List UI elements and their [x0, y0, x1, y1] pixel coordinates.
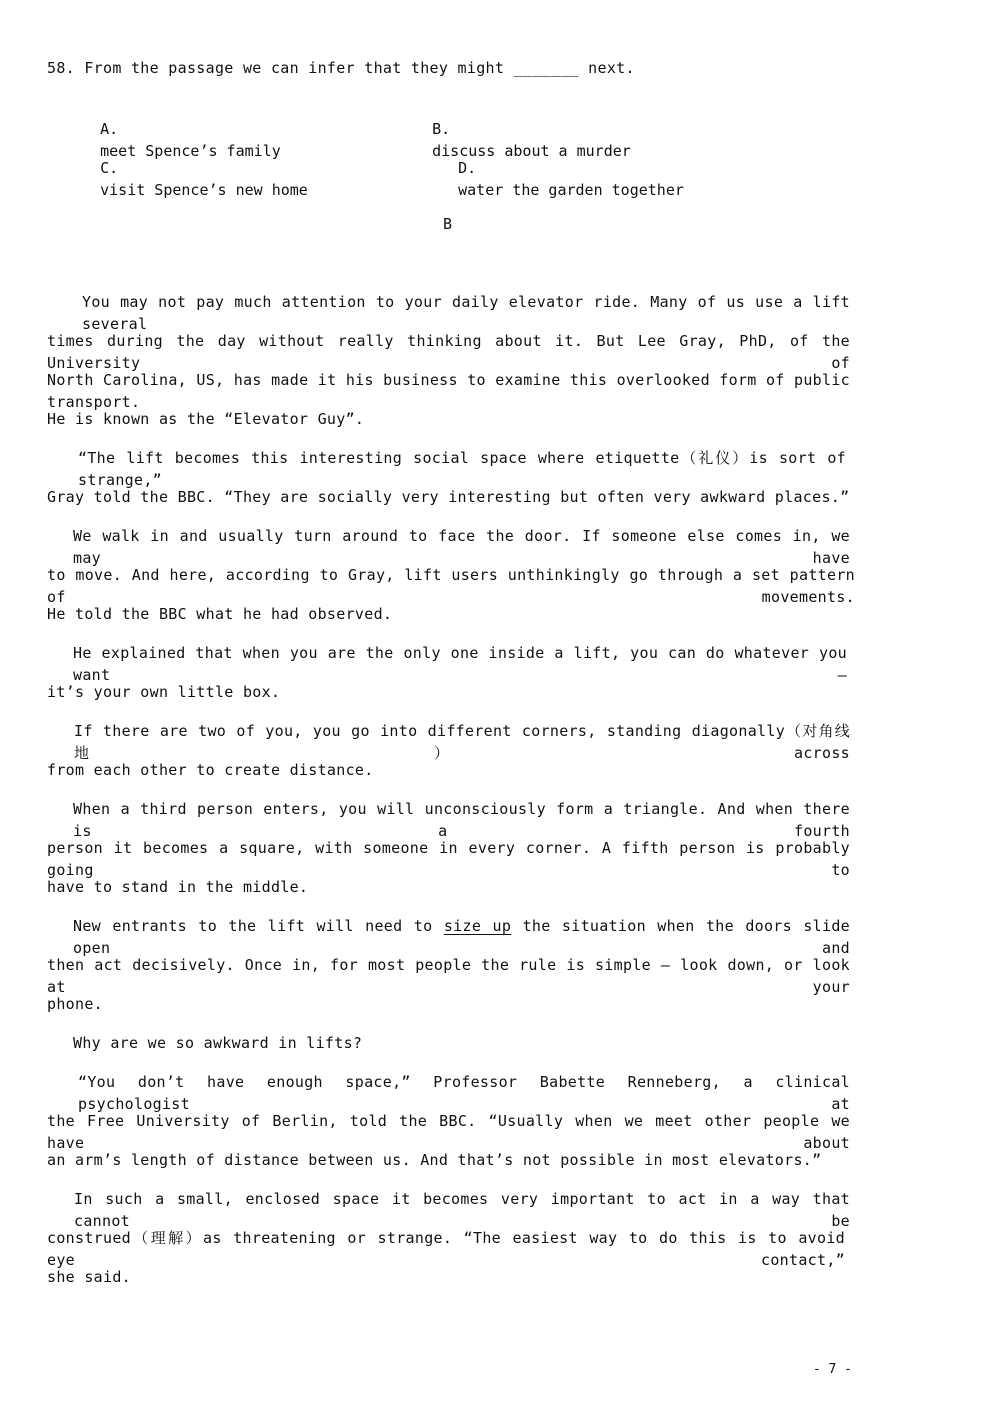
passage-line: If there are two of you, you go into different corners, standing diagonally（对角线地）across	[74, 722, 850, 762]
option-letter: B.	[432, 120, 451, 138]
question-stem: 58. From the passage we can infer that they might _______ next.	[47, 59, 635, 77]
passage-line: an arm’s length of distance between us. And that’s not possible in most elevators.”	[47, 1151, 822, 1169]
passage-line: to move. And here, according to Gray, lift users unthinkingly go through a set pattern of movements.	[47, 566, 855, 606]
passage-text: New entrants to the lift will need to	[73, 917, 444, 935]
passage-line: Why are we so awkward in lifts?	[73, 1034, 363, 1052]
passage-line: You may not pay much attention to your daily elevator ride. Many of us use a lift several	[82, 293, 850, 333]
option-text: water the garden together	[458, 181, 684, 199]
passage-line: from each other to create distance.	[47, 761, 374, 779]
passage-line: it’s your own little box.	[47, 683, 281, 701]
page-number: - 7 -	[812, 1362, 852, 1377]
option-letter: C.	[100, 159, 119, 177]
passage-line: When a third person enters, you will unconsciously form a triangle. And when there is a fourth	[73, 800, 850, 840]
passage-line: then act decisively. Once in, for most people the rule is simple – look down, or look at your	[47, 956, 850, 996]
option-text: meet Spence’s family	[100, 142, 281, 160]
passage-line: she said.	[47, 1268, 131, 1286]
passage-text: the situation when the doors slide open and	[73, 917, 850, 957]
passage-line: phone.	[47, 995, 103, 1013]
passage-line: “The lift becomes this interesting social space where etiquette（礼仪）is sort of strange,”	[78, 449, 846, 489]
passage-line: “You don’t have enough space,” Professor Babette Renneberg, a clinical psychologist at	[78, 1073, 850, 1113]
passage-line: We walk in and usually turn around to face the door. If someone else comes in, we may have	[73, 527, 850, 567]
option-d[interactable]	[422, 135, 684, 199]
underlined-phrase: size up	[443, 917, 512, 935]
passage-line: North Carolina, US, has made it his business to examine this overlooked form of public transport.	[47, 371, 850, 411]
option-c[interactable]	[64, 135, 308, 199]
option-letter: A.	[100, 120, 119, 138]
passage-line: He told the BBC what he had observed.	[47, 605, 393, 623]
passage-line: the Free University of Berlin, told the BBC. “Usually when we meet other people we have about	[47, 1112, 850, 1152]
option-b[interactable]	[396, 96, 631, 160]
passage-line: construed（理解）as threatening or strange. “The easiest way to do this is to avoid eye contact,”	[47, 1229, 845, 1269]
passage-line: have to stand in the middle.	[47, 878, 309, 896]
passage-line: Gray told the BBC. “They are socially very interesting but often very awkward places.”	[47, 488, 850, 506]
option-letter: D.	[458, 159, 477, 177]
passage-line: person it becomes a square, with someone in every corner. A fifth person is probably going to	[47, 839, 850, 879]
option-text: visit Spence’s new home	[100, 181, 308, 199]
passage-line: times during the day without really thinking about it. But Lee Gray, PhD, of the University of	[47, 332, 850, 372]
option-text: discuss about a murder	[432, 142, 631, 160]
section-label: B	[442, 215, 453, 233]
passage-line: In such a small, enclosed space it becomes very important to act in a way that cannot be	[74, 1190, 850, 1230]
option-a[interactable]	[64, 96, 281, 160]
passage-line	[73, 915, 850, 957]
passage-line: He is known as the “Elevator Guy”.	[47, 410, 365, 428]
passage-line: He explained that when you are the only one inside a lift, you can do whatever you want –	[73, 644, 847, 684]
